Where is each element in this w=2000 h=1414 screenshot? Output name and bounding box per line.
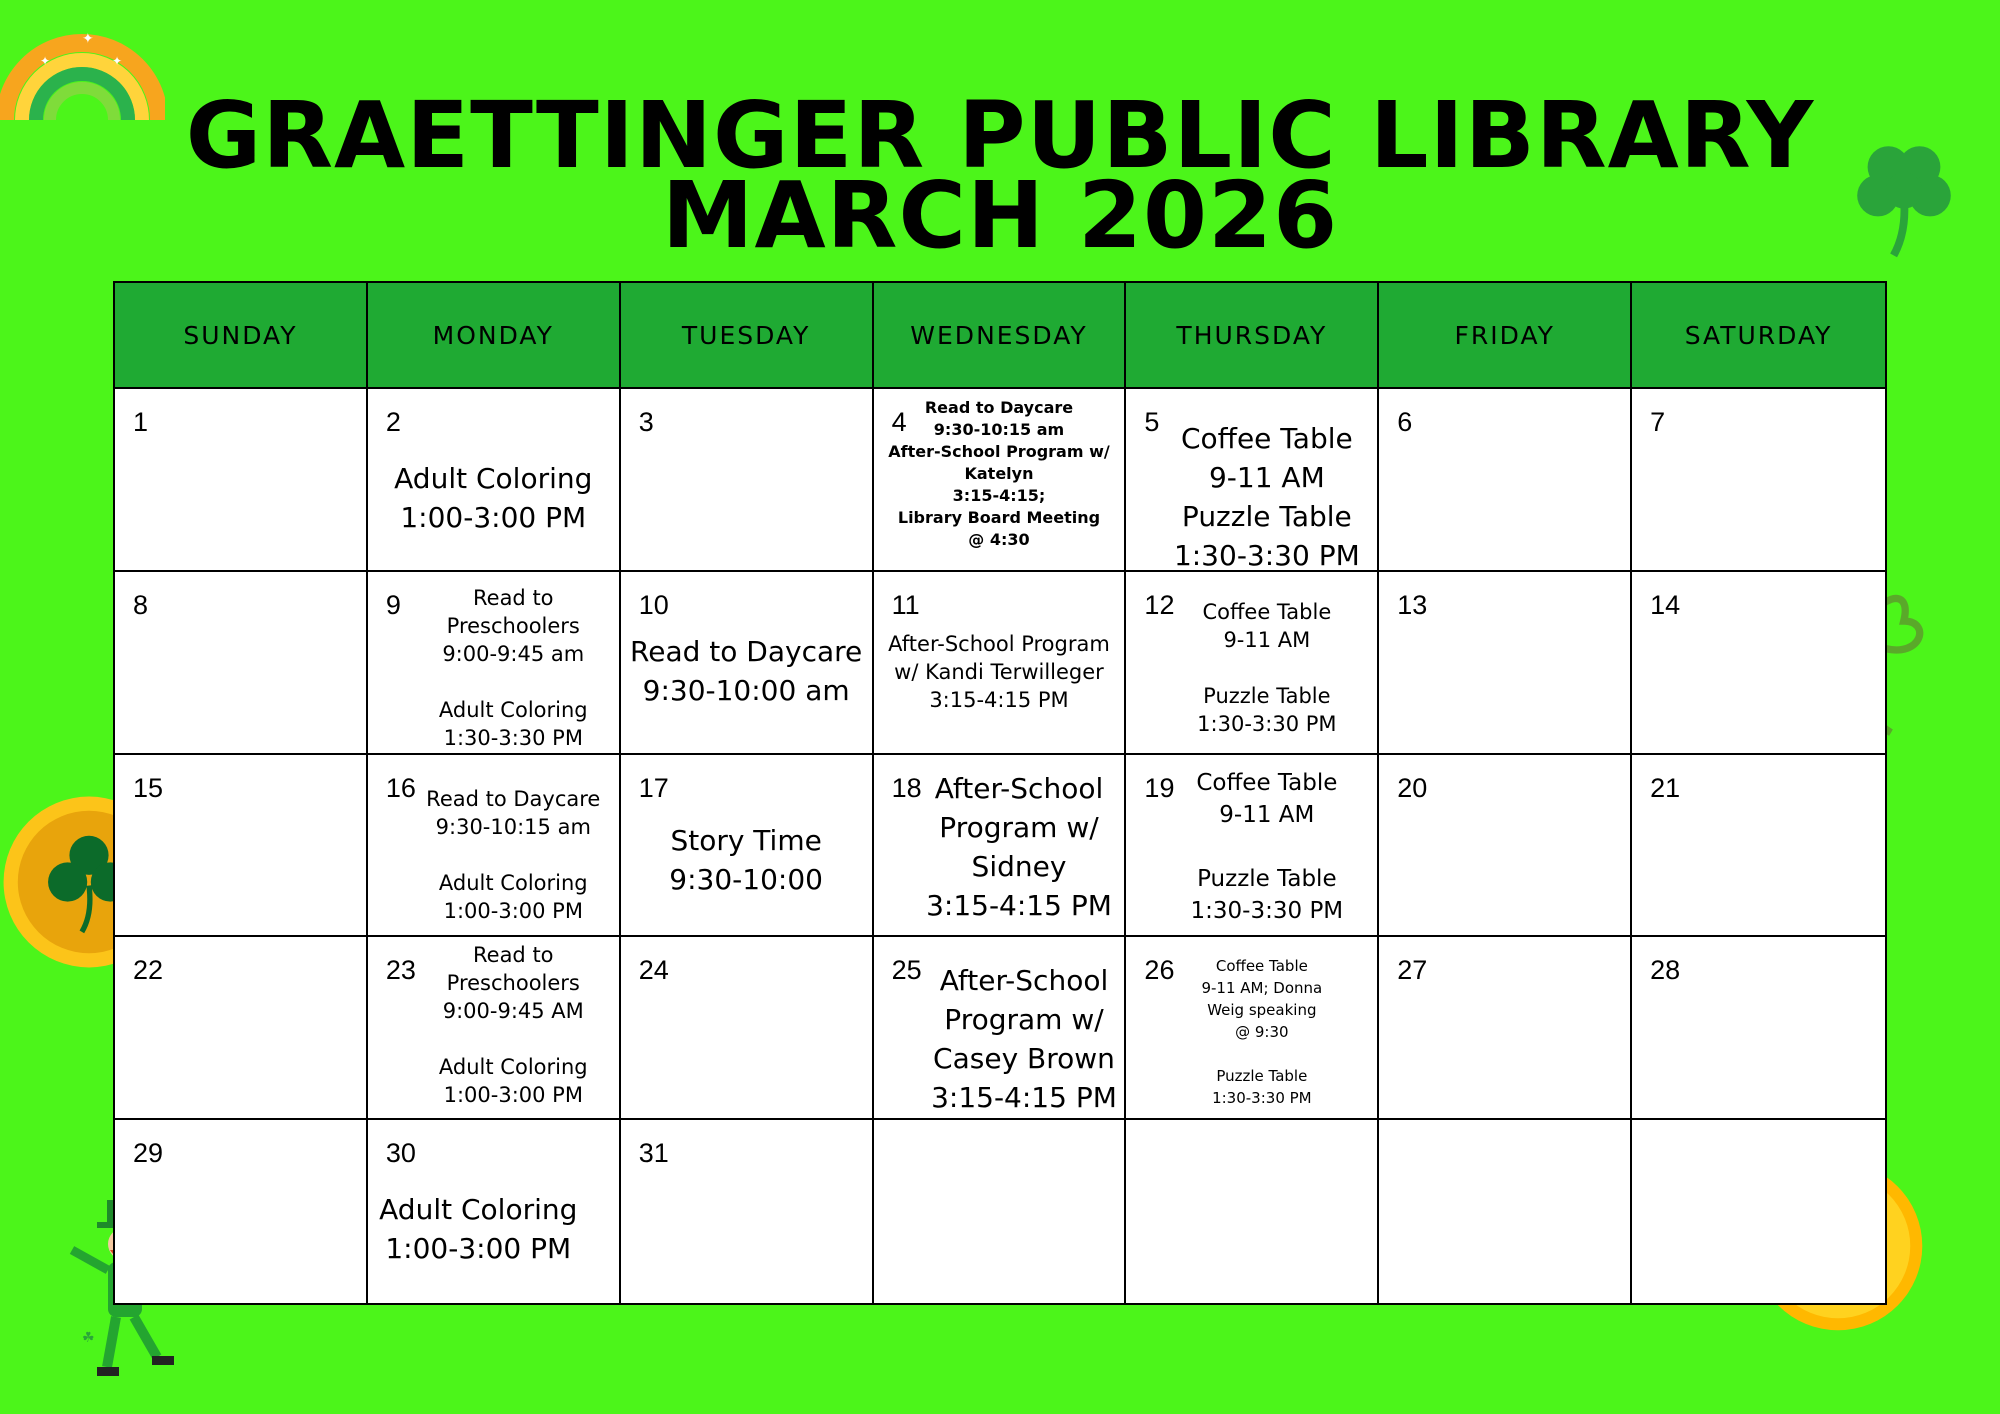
day-number: 1 — [133, 407, 149, 437]
day-cell — [621, 1120, 874, 1303]
day-cell — [368, 755, 621, 938]
day-cell — [1632, 1120, 1885, 1303]
day-cell — [1126, 389, 1379, 572]
day-number: 11 — [891, 589, 920, 620]
day-cell — [115, 937, 368, 1120]
weekday-header-saturday: SATURDAY — [1632, 283, 1885, 389]
day-events: Read to Preschoolers 9:00-9:45 am Adult Coloring 1:30-3:30 PM — [438, 585, 588, 750]
day-cell — [115, 1120, 368, 1303]
day-cell — [1632, 755, 1885, 938]
day-number: 5 — [1144, 407, 1160, 437]
day-cell — [1379, 755, 1632, 938]
day-number: 21 — [1650, 772, 1681, 803]
day-events: Coffee Table 9-11 AM Puzzle Table 1:30-3:30 PM — [1190, 769, 1344, 924]
day-number: 22 — [133, 955, 164, 986]
day-cell — [1126, 1120, 1379, 1303]
day-events: After-School Program w/ Casey Brown 3:15-4:15 PM — [931, 964, 1117, 1115]
day-events: Coffee Table 9-11 AM Puzzle Table 1:30-3:30 PM — [1197, 599, 1337, 736]
day-cell — [1632, 572, 1885, 755]
day-events: Story Time 9:30-10:00 — [669, 823, 823, 896]
weekday-header-wednesday: WEDNESDAY — [874, 283, 1127, 389]
day-number: 25 — [891, 955, 922, 986]
day-number: 6 — [1397, 407, 1413, 437]
weekday-header-thursday: THURSDAY — [1126, 283, 1379, 389]
day-cell — [874, 937, 1127, 1120]
day-cell — [874, 389, 1127, 572]
day-cell — [874, 572, 1127, 755]
svg-text:✦: ✦ — [82, 30, 94, 46]
day-cell — [621, 572, 874, 755]
day-cell — [874, 755, 1127, 938]
weekday-header-friday: FRIDAY — [1379, 283, 1632, 389]
day-events: Coffee Table 9-11 AM Puzzle Table 1:30-3:30 PM — [1173, 422, 1360, 572]
day-cell — [1632, 389, 1885, 572]
day-number: 10 — [638, 589, 669, 620]
day-number: 16 — [385, 772, 416, 803]
day-number: 23 — [385, 955, 416, 986]
day-events: After-School Program w/ Kandi Terwilleger 3:15-4:15 PM — [888, 631, 1110, 712]
day-cell — [1379, 937, 1632, 1120]
day-number: 13 — [1397, 589, 1428, 620]
month-title: MARCH 2026 — [661, 162, 1339, 269]
weekday-header-tuesday: TUESDAY — [621, 283, 874, 389]
day-events: After-School Program w/ Sidney 3:15-4:15 PM — [926, 771, 1112, 922]
day-number: 12 — [1144, 589, 1175, 620]
day-events: Read to Daycare 9:30-10:15 am Adult Coloring 1:00-3:00 PM — [426, 786, 601, 923]
day-cell — [368, 389, 621, 572]
day-number: 18 — [891, 772, 922, 803]
day-cell — [368, 572, 621, 755]
calendar-grid — [113, 281, 1887, 1305]
day-number: 17 — [638, 772, 669, 803]
day-cell — [1126, 572, 1379, 755]
day-number: 4 — [891, 407, 907, 437]
day-cell — [874, 1120, 1127, 1303]
day-events: Read to Daycare 9:30-10:15 am After-School Program w/ Katelyn 3:15-4:15; Library Board Meeting @ 4:30 — [888, 398, 1110, 549]
day-cell — [1632, 937, 1885, 1120]
day-cell — [368, 937, 621, 1120]
day-cell — [1126, 937, 1379, 1120]
day-number: 28 — [1650, 955, 1681, 986]
svg-text:✦: ✦ — [112, 54, 123, 68]
day-number: 7 — [1650, 407, 1666, 437]
day-cell — [115, 755, 368, 938]
day-cell — [1379, 572, 1632, 755]
day-number: 9 — [385, 589, 401, 620]
day-number: 30 — [385, 1138, 416, 1169]
day-events: Read to Daycare 9:30-10:00 am — [630, 634, 863, 707]
day-cell — [1379, 389, 1632, 572]
day-events: Adult Coloring 1:00-3:00 PM — [394, 462, 593, 534]
weekday-header-sunday: SUNDAY — [115, 283, 368, 389]
day-number: 15 — [133, 772, 164, 803]
day-number: 19 — [1144, 772, 1175, 803]
day-cell — [1379, 1120, 1632, 1303]
day-number: 2 — [385, 407, 401, 437]
svg-text:☘: ☘ — [82, 1329, 95, 1345]
day-number: 26 — [1144, 955, 1175, 986]
day-cell — [368, 1120, 621, 1303]
library-title: GRAETTINGER PUBLIC LIBRARY — [185, 82, 1815, 189]
weekday-header-monday: MONDAY — [368, 283, 621, 389]
day-cell — [621, 389, 874, 572]
day-number: 20 — [1397, 772, 1428, 803]
day-number: 31 — [638, 1138, 669, 1169]
day-cell — [621, 755, 874, 938]
day-cell — [1126, 755, 1379, 938]
day-number: 29 — [133, 1138, 164, 1169]
day-cell — [115, 389, 368, 572]
day-number: 14 — [1650, 589, 1681, 620]
day-cell — [621, 937, 874, 1120]
day-number: 8 — [133, 589, 149, 620]
day-events: Read to Preschoolers 9:00-9:45 AM Adult Coloring 1:00-3:00 PM — [438, 943, 588, 1108]
day-cell — [115, 572, 368, 755]
day-number: 3 — [638, 407, 654, 437]
day-events: Coffee Table 9-11 AM; Donna Weig speaking @ 9:30 Puzzle Table 1:30-3:30 PM — [1201, 957, 1323, 1108]
day-number: 24 — [638, 955, 669, 986]
day-events: Adult Coloring 1:00-3:00 PM — [379, 1193, 578, 1266]
svg-text:✦: ✦ — [40, 54, 51, 68]
day-number: 27 — [1397, 955, 1428, 986]
